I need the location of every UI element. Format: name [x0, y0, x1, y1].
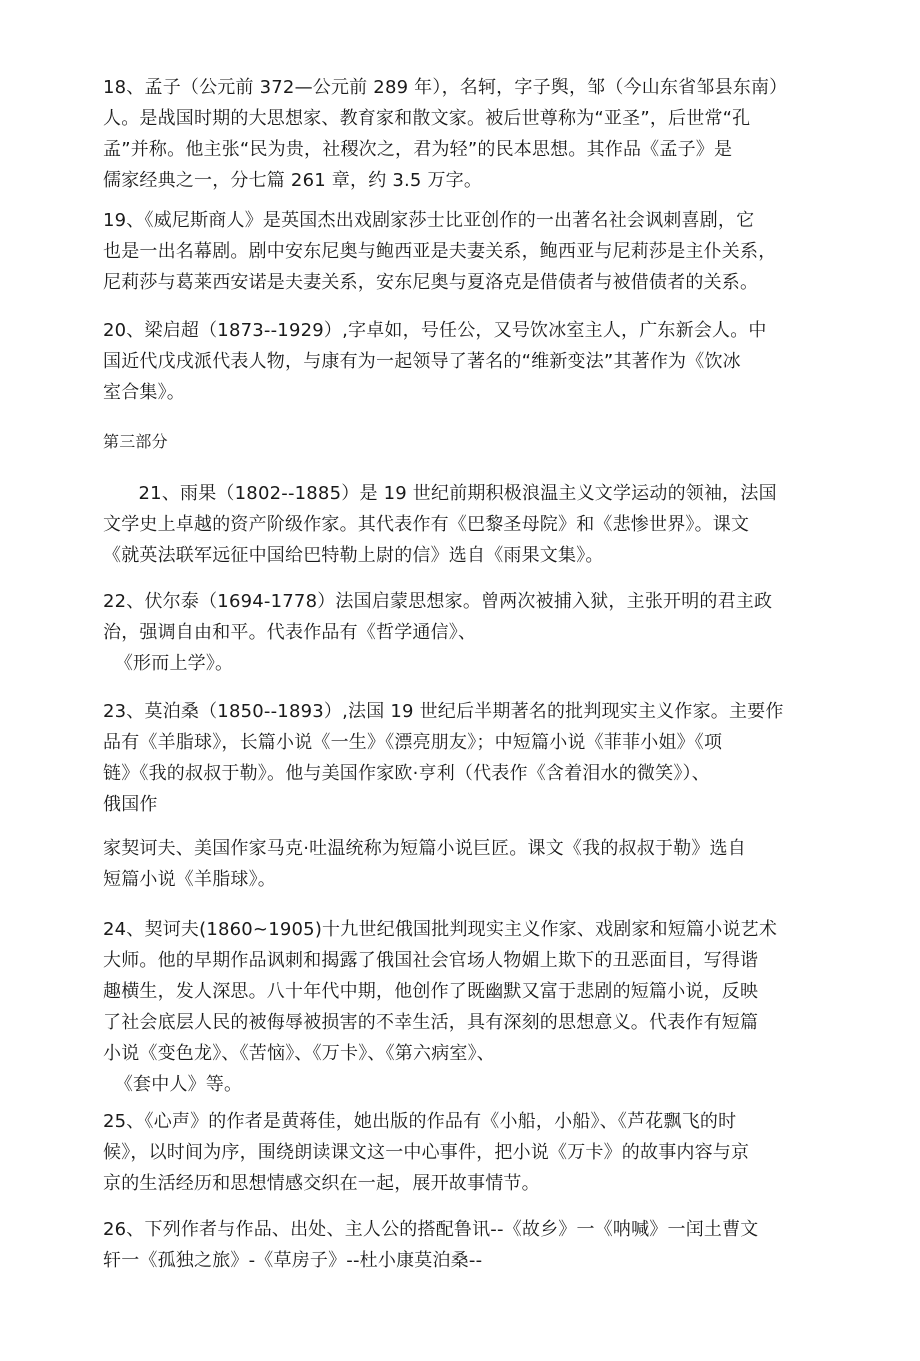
text-line: 孟”并称。他主张“民为贵，社稷次之，君为轻”的民本思想。其作品《孟子》是 — [103, 139, 733, 160]
text-line: 26、下列作者与作品、出处、主人公的搭配鲁讯--《故乡》一《呐喊》一闰土曹文 — [103, 1219, 759, 1240]
paragraph-item-26 — [103, 1214, 823, 1276]
text-line: 国近代戊戌派代表人物，与康有为一起领导了著名的“维新变法”其著作为《饮冰 — [103, 351, 741, 372]
text-line: 25、《心声》的作者是黄蒋佳，她出版的作品有《小船，小船》、《芦花飘飞的时 — [103, 1111, 737, 1132]
paragraph-item-23-continued — [103, 833, 823, 895]
text-line: 小说《变色龙》、《苦恼》、《万卡》、《第六病室》、 — [103, 1043, 495, 1064]
text-line: 儒家经典之一，分七篇 261 章，约 3.5 万字。 — [103, 170, 483, 191]
text-line: 21、雨果（1802--1885）是 19 世纪前期积极浪温主义文学运动的领袖，法国 — [103, 483, 777, 504]
text-line: 20、梁启超（1873--1929）,字卓如，号任公，又号饮冰室主人，广东新会人。中 — [103, 320, 767, 341]
text-line: 短篇小说《羊脂球》。 — [103, 869, 276, 890]
text-line: 《套中人》等。 — [103, 1074, 243, 1095]
text-line: 京的生活经历和思想情感交织在一起，展开故事情节。 — [103, 1173, 540, 1194]
text-line: 轩一《孤独之旅》-《草房子》--杜小康莫泊桑-- — [103, 1250, 483, 1271]
text-line: 趣横生，发人深思。八十年代中期，他创作了既幽默又富于悲剧的短篇小说，反映 — [103, 981, 759, 1002]
text-line: 24、契诃夫(1860~1905)十九世纪俄国批判现实主义作家、戏剧家和短篇小说艺术 — [103, 919, 778, 940]
paragraph-item-19 — [103, 205, 823, 298]
text-line: 室合集》。 — [103, 382, 185, 403]
text-line: 《形而上学》。 — [103, 653, 234, 674]
text-line: 人。是战国时期的大思想家、教育家和散文家。被后世尊称为“亚圣”，后世常“孔 — [103, 108, 751, 129]
paragraph-item-24 — [103, 914, 823, 1100]
text-line: 尼莉莎与葛莱西安诺是夫妻关系，安东尼奥与夏洛克是借债者与被借债者的关系。 — [103, 272, 759, 293]
text-line: 文学史上卓越的资产阶级作家。其代表作有《巴黎圣母院》和《悲惨世界》。课文 — [103, 514, 750, 535]
text-line: 俄国作 — [103, 794, 158, 815]
paragraph-item-21 — [103, 478, 823, 571]
paragraph-item-22 — [103, 586, 823, 679]
section-title: 第三部分 — [103, 432, 168, 451]
paragraph-item-23 — [103, 696, 823, 820]
text-line: 品有《羊脂球》，长篇小说《一生》《漂亮朋友》；中短篇小说《菲菲小姐》《项 — [103, 732, 723, 753]
text-line: 23、莫泊桑（1850--1893）,法国 19 世纪后半期著名的批判现实主义作家。主要作 — [103, 701, 784, 722]
text-line: 19、《威尼斯商人》是英国杰出戏剧家莎士比亚创作的一出著名社会讽刺喜剧，它 — [103, 210, 755, 231]
section-heading — [103, 430, 823, 454]
text-line: 候》，以时间为序，围绕朗读课文这一中心事件，把小说《万卡》的故事内容与京 — [103, 1142, 750, 1163]
text-line: 了社会底层人民的被侮辱被损害的不幸生活，具有深刻的思想意义。代表作有短篇 — [103, 1012, 759, 1033]
text-line: 大师。他的早期作品讽刺和揭露了俄国社会官场人物媚上欺下的丑恶面目，写得谐 — [103, 950, 759, 971]
paragraph-item-20 — [103, 315, 823, 408]
text-line: 治，强调自由和平。代表作品有《哲学通信》、 — [103, 622, 477, 643]
text-line: 链》《我的叔叔于勒》。他与美国作家欧·亨利（代表作《含着泪水的微笑》）、 — [103, 763, 710, 784]
text-line: 家契诃夫、美国作家马克·吐温统称为短篇小说巨匠。课文《我的叔叔于勒》选自 — [103, 838, 746, 859]
text-line: 22、伏尔泰（1694-1778）法国启蒙思想家。曾两次被捕入狱，主张开明的君主政 — [103, 591, 773, 612]
paragraph-item-25 — [103, 1106, 823, 1199]
text-line: 《就英法联军远征中国给巴特勒上尉的信》选自《雨果文集》。 — [103, 545, 604, 566]
paragraph-item-18 — [103, 72, 823, 196]
text-line: 也是一出名幕剧。剧中安东尼奥与鲍西亚是夫妻关系，鲍西亚与尼莉莎是主仆关系， — [103, 241, 777, 262]
text-line: 18、孟子（公元前 372—公元前 289 年），名轲，字子舆，邹（今山东省邹县东南） — [103, 77, 788, 98]
